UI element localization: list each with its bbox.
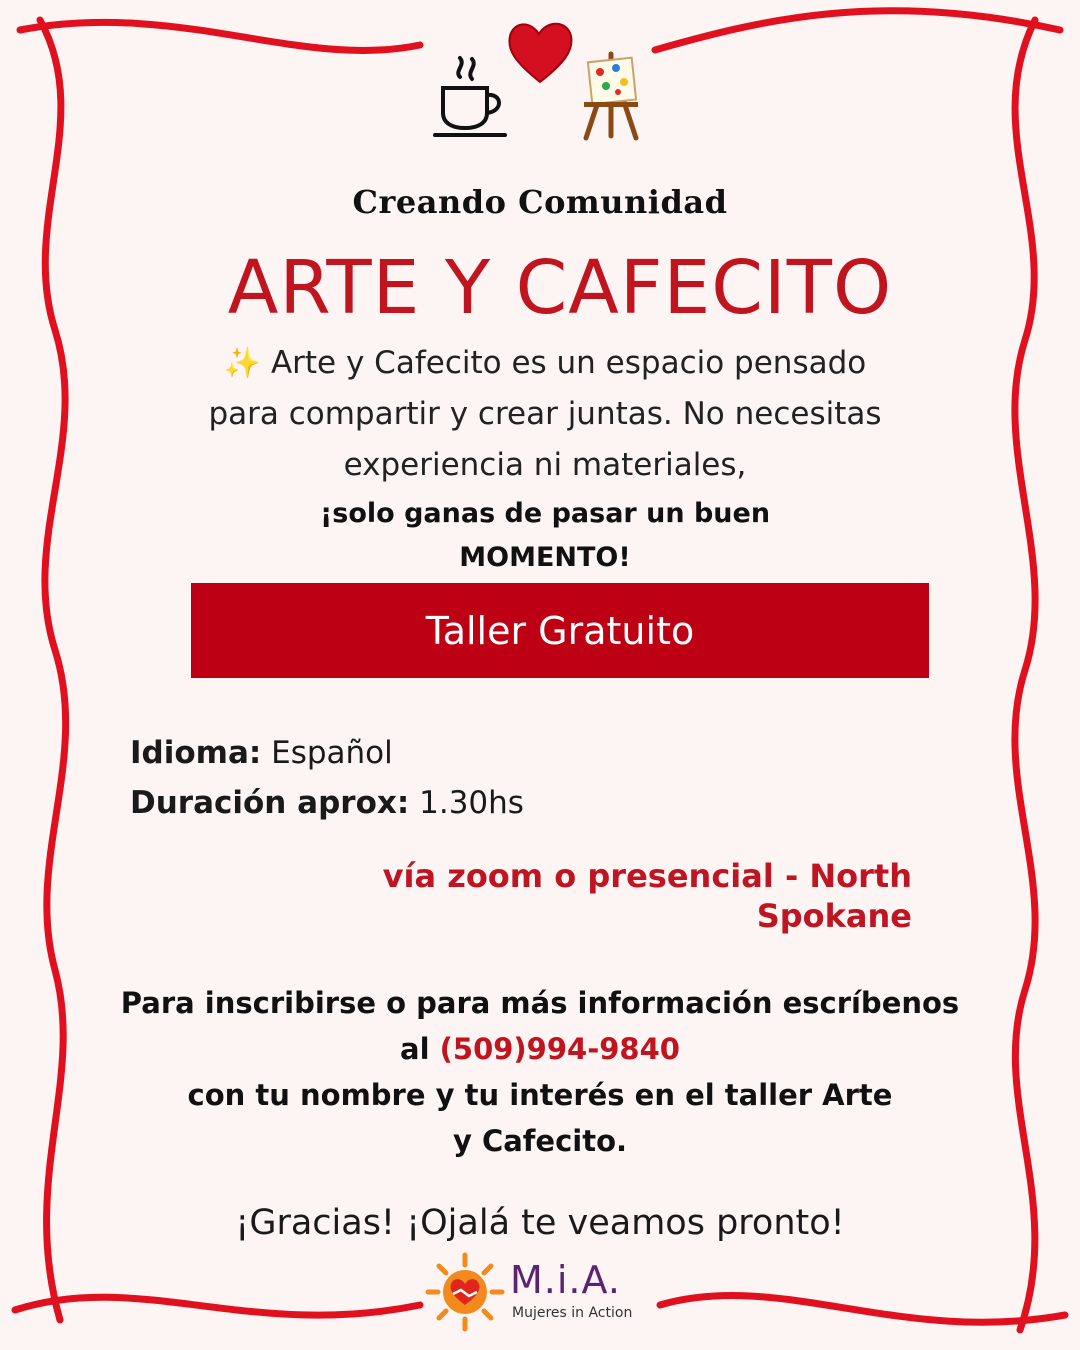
location-line: Spokane bbox=[756, 897, 912, 935]
subtitle: Creando Comunidad bbox=[352, 183, 728, 221]
contact-line: Para inscribirse o para más información escríbenos bbox=[120, 986, 960, 1020]
duration-value: 1.30hs bbox=[419, 785, 524, 821]
emphasis-line: ¡solo ganas de pasar un buen bbox=[319, 498, 771, 529]
duration-label: Duración aprox: bbox=[130, 785, 410, 821]
emphasis-line: MOMENTO! bbox=[459, 542, 631, 573]
location-text bbox=[300, 856, 912, 936]
heart-icon bbox=[505, 18, 575, 86]
page-title: ARTE Y CAFECITO bbox=[227, 245, 893, 331]
intro-line: para compartir y crear juntas. No necesitas bbox=[208, 396, 882, 432]
intro-line: experiencia ni materiales, bbox=[343, 447, 747, 483]
closing-thanks: ¡Gracias! ¡Ojalá te veamos pronto! bbox=[235, 1203, 845, 1243]
banner-label: Taller Gratuito bbox=[425, 608, 695, 653]
contact-line: y Cafecito. bbox=[452, 1124, 628, 1158]
intro-line bbox=[120, 338, 970, 389]
intro-text: Arte y Cafecito es un espacio pensado bbox=[270, 345, 867, 381]
language-value: Español bbox=[271, 735, 393, 771]
logo-tagline: Mujeres in Action bbox=[512, 1305, 633, 1321]
contact-line: con tu nombre y tu interés en el taller Arte bbox=[187, 1078, 893, 1112]
coffee-cup-icon bbox=[430, 55, 515, 145]
duration-info bbox=[130, 785, 524, 821]
easel-icon bbox=[578, 50, 644, 142]
contact-al: al bbox=[400, 1032, 430, 1066]
intro-paragraph bbox=[120, 338, 970, 491]
logo-name: M.i.A. bbox=[510, 1258, 621, 1302]
location-line: vía zoom o presencial - North bbox=[382, 857, 912, 895]
language-label: Idioma: bbox=[130, 735, 262, 771]
contact-info bbox=[70, 980, 1010, 1164]
sun-logo-icon bbox=[425, 1252, 505, 1332]
sparkles-icon: ✨ bbox=[223, 346, 262, 381]
free-workshop-banner bbox=[191, 583, 929, 678]
contact-line bbox=[70, 1026, 1010, 1072]
phone-number[interactable]: (509)994-9840 bbox=[439, 1032, 680, 1066]
language-info bbox=[130, 735, 393, 771]
emphasis-text bbox=[200, 492, 890, 580]
